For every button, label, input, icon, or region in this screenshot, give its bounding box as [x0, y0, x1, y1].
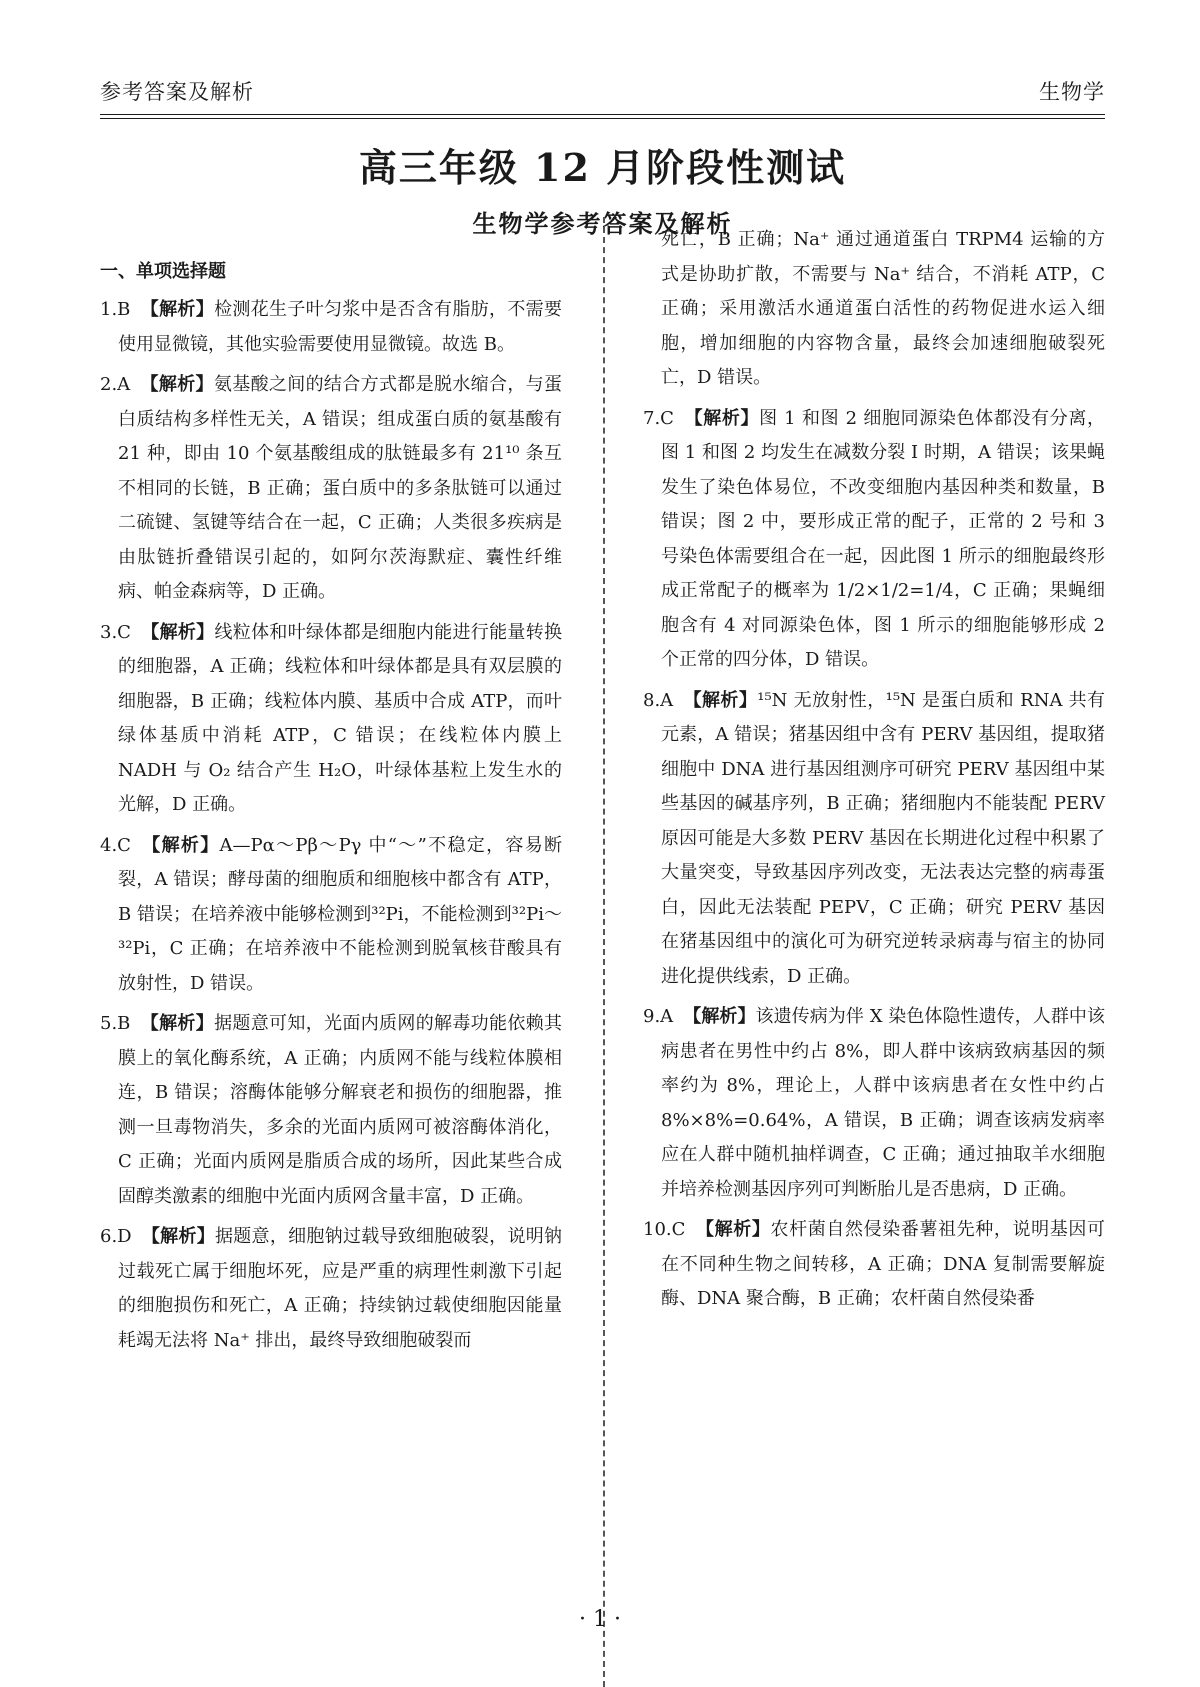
answer-number: 7.C: [643, 407, 674, 429]
answer-number: 1.B: [100, 299, 131, 320]
right-column: [643, 223, 1105, 1364]
header-left-text: 参考答案及解析: [100, 80, 254, 104]
left-column: [100, 257, 562, 1364]
answer-number: 6.D: [100, 1226, 132, 1247]
answer-text: 据题意，细胞钠过载导致细胞破裂，说明钠过载死亡属于细胞坏死，应是严重的病理性刺激下引起的细胞损伤和死亡，A 正确；持续钠过载使细胞因能量耗竭无法将 Na⁺ 排出，最终导致细胞破裂而: [118, 1226, 562, 1351]
answer-text: 检测花生子叶匀浆中是否含有脂肪，不需要使用显微镜，其他实验需要使用显微镜。故选 B。: [118, 299, 563, 355]
answer-number: 9.A: [643, 1006, 674, 1027]
answer-item: [643, 1000, 1105, 1207]
column-divider: [603, 217, 605, 1687]
answer-item: [100, 368, 562, 610]
answer-number: 4.C: [100, 834, 131, 856]
answer-item: [100, 1007, 562, 1214]
header-right-text: 生物学: [1039, 80, 1105, 104]
answer-text: 该遗传病为伴 X 染色体隐性遗传，人群中该病患者在男性中约占 8%，即人群中该病致病基因的频率约为 8%，理论上，人群中该病患者在女性中约占 8%×8%=0.64%，A 错误，B 正确；调查该病发病率应在人群中随机抽样调查，C 正确；通过抽取羊水细胞并培养检测基因序列可判断胎儿是否患病，D 正确。: [661, 1006, 1105, 1200]
answer-text: 氨基酸之间的结合方式都是脱水缩合，与蛋白质结构多样性无关，A 错误；组成蛋白质的氨基酸有 21 种，即由 10 个氨基酸组成的肽链最多有 21¹⁰ 条互不相同的长链，B 正确；蛋白质中的多条肽链可以通过二硫键、氢键等结合在一起，C 正确；人类很多疾病是由肽链折叠错误引起的，如阿尔茨海默症、囊性纤维病、帕金森病等，D 正确。: [118, 374, 563, 602]
analysis-tag: 【解析】: [683, 689, 758, 711]
answer-item: [643, 402, 1105, 678]
analysis-tag: 【解析】: [140, 834, 220, 856]
answer-item: [643, 1213, 1105, 1317]
analysis-tag: 【解析】: [695, 1219, 771, 1240]
answer-text: 线粒体和叶绿体都是细胞内能进行能量转换的细胞器，A 正确；线粒体和叶绿体都是具有双层膜的细胞器，B 正确；线粒体内膜、基质中合成 ATP，而叶绿体基质中消耗 ATP，C 错误；在线粒体内膜上 NADH 与 O₂ 结合产生 H₂O，叶绿体基粒上发生水的光解，D 正确。: [118, 621, 563, 815]
page-subtitle: 生物学参考答案及解析: [472, 209, 733, 238]
answer-item: [100, 616, 562, 823]
analysis-tag: 【解析】: [683, 407, 760, 429]
answer-text: A—Pα～Pβ～Pγ 中“～”不稳定，容易断裂，A 错误；酵母菌的细胞质和细胞核中都含有 ATP，B 错误；在培养液中能够检测到³²Pi，不能检测到³²Pi～³²Pi，C 正确；在培养液中不能检测到脱氧核苷酸具有放射性，D 错误。: [118, 834, 563, 994]
answer-text: 据题意可知，光面内质网的解毒功能依赖其膜上的氧化酶系统，A 正确；内质网不能与线粒体膜相连，B 错误；溶酶体能够分解衰老和损伤的细胞器，推测一旦毒物消失，多余的光面内质网可被溶酶体消化，C 正确；光面内质网是脂质合成的场所，因此某些合成固醇类激素的细胞中光面内质网含量丰富，D 正确。: [118, 1013, 563, 1207]
answer-item: [100, 1220, 562, 1358]
answer-number: 2.A: [100, 374, 131, 395]
section-heading: 一、单项选择题: [100, 261, 226, 282]
answer-text: 图 1 和图 2 细胞同源染色体都没有分离，图 1 和图 2 均发生在减数分裂 Ⅰ 时期，A 错误；该果蝇发生了染色体易位，不改变细胞内基因种类和数量，B 错误；图 2 中，要形成正常的配子，正常的 2 号和 3 号染色体需要组合在一起，因此图 1 所示的细胞最终形成正常配子的概率为 1/2×1/2=1/4，C 正确；果蝇细胞含有 4 对同源染色体，图 1 所示的细胞能够形成 2 个正常的四分体，D 错误。: [661, 407, 1106, 670]
answer-number: 3.C: [100, 621, 131, 643]
answer-item: [100, 293, 562, 362]
continued-text: 死亡，B 正确；Na⁺ 通过通道蛋白 TRPM4 运输的方式是协助扩散，不需要与 Na⁺ 结合，不消耗 ATP，C 正确；采用激活水通道蛋白活性的药物促进水运入细胞，增加细胞的内容物含量，最终会加速细胞破裂死亡，D 错误。: [661, 229, 1105, 388]
analysis-tag: 【解析】: [141, 1226, 215, 1247]
analysis-tag: 【解析】: [140, 374, 214, 395]
answer-item: [643, 684, 1105, 995]
analysis-tag: 【解析】: [140, 621, 215, 643]
analysis-tag: 【解析】: [140, 299, 215, 320]
page-title: 高三年级 12 月阶段性测试: [358, 145, 847, 190]
answer-number: 5.B: [100, 1013, 131, 1034]
two-column-body: [100, 229, 1106, 1364]
analysis-tag: 【解析】: [683, 1006, 756, 1027]
page-number: · 1 ·: [579, 1607, 621, 1632]
answer-text: 农杆菌自然侵染番薯祖先种，说明基因可在不同种生物之间转移，A 正确；DNA 复制需要解旋酶、DNA 聚合酶，B 正确；农杆菌自然侵染番: [661, 1219, 1106, 1309]
analysis-tag: 【解析】: [140, 1013, 215, 1034]
answer-text: ¹⁵N 无放射性，¹⁵N 是蛋白质和 RNA 共有元素，A 错误；猪基因组中含有 PERV 基因组，提取猪细胞中 DNA 进行基因组测序可研究 PERV 基因组中某些基因的碱基序列，B 正确；猪细胞内不能装配 PERV 原因可能是大多数 PERV 基因在长期进化过程中积累了大量突变，导致基因序列改变，无法表达完整的病毒蛋白，因此无法装配 PEPV，C 正确；研究 PERV 基因在猪基因组中的演化可为研究逆转录病毒与宿主的协同进化提供线索，D 正确。: [661, 689, 1105, 987]
running-header: [100, 0, 1105, 115]
answer-number: 10.C: [643, 1219, 686, 1240]
answer-item: [100, 829, 562, 1002]
answer-number: 8.A: [643, 689, 674, 711]
